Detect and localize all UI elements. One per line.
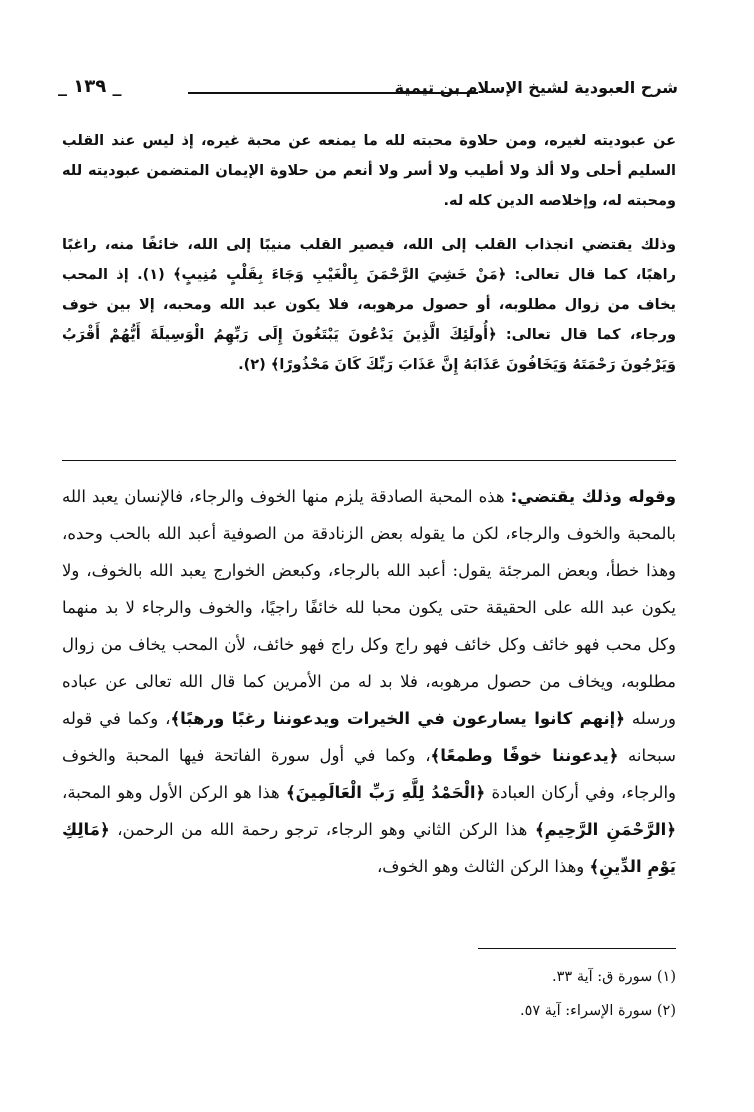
- commentary-text: [62, 478, 676, 885]
- page-header: [58, 72, 678, 106]
- commentary-segment: ، وكما في قوله سبحانه: [62, 709, 676, 765]
- commentary-segment: ، وكما في أول سورة الفاتحة فيها المحبة والخوف والرجاء، وفي أركان العبادة: [62, 746, 676, 802]
- commentary-lead: وقوله وذلك يقتضي:: [510, 487, 676, 506]
- footnote-rule: [478, 948, 676, 949]
- header-rule: [188, 92, 478, 94]
- commentary-segment: وهذا الركن الثالث وهو الخوف،: [376, 857, 590, 876]
- commentary-segment: هذه المحبة الصادقة يلزم منها الخوف والرجاء، فالإنسان يعبد الله بالمحبة والخوف والرجاء، لكن ما يقوله بعض الزنادقة من الصوفية أعبد الله بالحب وحده، وهذا خطأ، وبعض المرجئة يقول: أعبد الله بالرجاء، وكبعض الخوارج يعبد الله بالخوف، ولا يكون عبد الله على الحقيقة حتى يكون محبا لله خائفًا راجيًا، والخوف والرجاء لا بد منهما وكل محب فهو خائف وكل خائف فهو راج وكل راج فهو خائف، لأن المحب يخاف من زوال مطلوبه، ويخاف من حصول مرهوبه، فلا بد له من الأمرين كما قال الله تعالى عن عباده ورسله: [62, 487, 677, 728]
- quran-verse: ﴿مَالِكِ يَوْمِ الدِّينِ﴾: [62, 820, 676, 876]
- commentary-segment: هذا الركن الثاني وهو الرجاء، ترجو رحمة الله من الرحمن،: [109, 820, 535, 839]
- footnote-1: (١) سورة ق: آية ٣٣.: [552, 969, 676, 985]
- running-title: شرح العبودية لشيخ الإسلام بن تيمية: [394, 78, 678, 97]
- quran-verse: ﴿الْحَمْدُ لِلَّهِ رَبِّ الْعَالَمِينَ﴾: [286, 783, 486, 802]
- quoted-source-text: [62, 126, 676, 380]
- quran-verse: ﴿إنهم كانوا يسارعون في الخيرات ويدعوننا رغبًا ورهبًا﴾: [170, 709, 625, 728]
- quoted-paragraph-1: عن عبوديته لغيره، ومن حلاوة محبته لله ما يمنعه عن محبة غيره، إذ ليس عند القلب السليم أحلى ولا ألذ ولا أطيب ولا أسر ولا أنعم من حلاوة الإيمان المتضمن عبوديته لله ومحبته له، وإخلاصه الدين كله له.: [62, 133, 676, 209]
- page-number: _ ١٣٩ _: [58, 76, 122, 97]
- quran-verse: ﴿الرَّحْمَنِ الرَّحِيمِ﴾: [534, 820, 676, 839]
- commentary-segment: هذا هو الركن الأول وهو المحبة،: [62, 783, 286, 802]
- footnotes: [276, 960, 676, 1028]
- quoted-paragraph-2: وذلك يقتضي انجذاب القلب إلى الله، فيصير القلب منيبًا إلى الله، خائفًا منه، راغبًا راهبًا، كما قال تعالى: ﴿مَنْ خَشِيَ الرَّحْمَنَ بِالْغَيْبِ وَجَاءَ بِقَلْبٍ مُنِيبٍ﴾ (١). إذ المحب يخاف من زوال مطلوبه، أو حصول مرهوبه، فلا يكون عبد الله ومحبه، إلا بين خوف ورجاء، كما قال تعالى: ﴿أُولَئِكَ الَّذِينَ يَدْعُونَ يَبْتَغُونَ إِلَى رَبِّهِمُ الْوَسِيلَةَ أَيُّهُمْ أَقْرَبُ وَيَرْجُونَ رَحْمَتَهُ وَيَخَافُونَ عَذَابَهُ إِنَّ عَذَابَ رَبِّكَ كَانَ مَحْذُورًا﴾ (٢).: [62, 237, 676, 373]
- quran-verse: ﴿يدعوننا خوفًا وطمعًا﴾: [430, 746, 619, 765]
- commentary-paragraph: [62, 478, 676, 885]
- section-divider: [62, 460, 676, 461]
- footnote-2: (٢) سورة الإسراء: آية ٥٧.: [519, 1003, 676, 1019]
